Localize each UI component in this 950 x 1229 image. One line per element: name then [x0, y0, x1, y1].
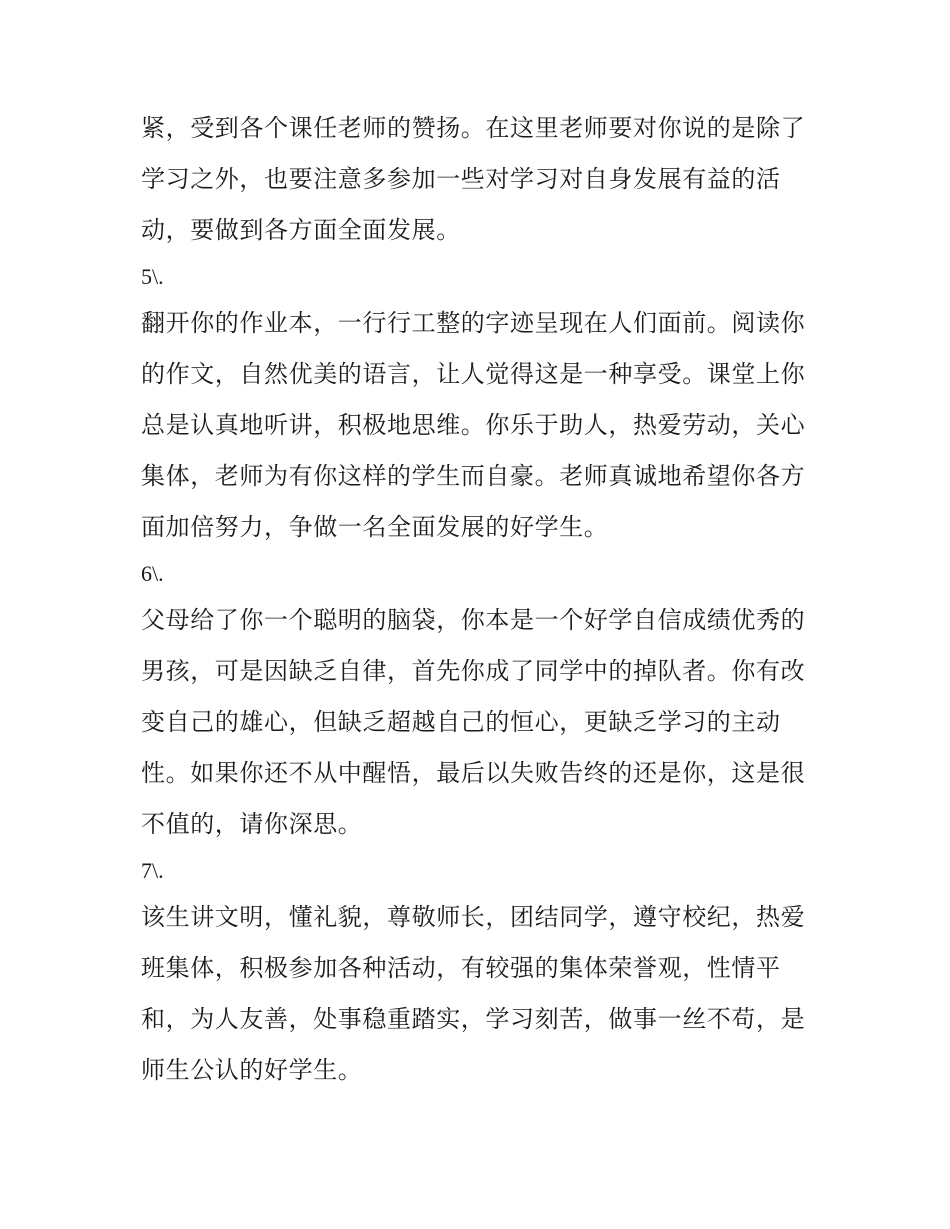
- paragraph-line: 动，要做到各方面全面发展。: [141, 216, 461, 244]
- paragraph-line: 性。如果你还不从中醒悟，最后以失败告终的还是你，这是很: [141, 759, 806, 787]
- paragraph-line: 翻开你的作业本，一行行工整的字迹呈现在人们面前。阅读你: [141, 309, 806, 337]
- paragraph-line: 和，为人友善，处事稳重踏实，学习刻苦，做事一丝不苟，是: [141, 1005, 806, 1033]
- item-number-6: 6\.: [141, 561, 164, 586]
- item-number-7: 7\.: [141, 858, 164, 883]
- paragraph-line: 学习之外，也要注意多参加一些对学习对自身发展有益的活: [141, 165, 781, 193]
- paragraph-line: 班集体，积极参加各种活动，有较强的集体荣誉观，性情平: [141, 954, 781, 982]
- item-number-5: 5\.: [141, 264, 164, 289]
- paragraph-line: 面加倍努力，争做一名全面发展的好学生。: [141, 513, 609, 541]
- paragraph-line: 的作文，自然优美的语言，让人觉得这是一种享受。课堂上你: [141, 360, 806, 388]
- document-body: [141, 103, 821, 1096]
- paragraph-line: 该生讲文明，懂礼貌，尊敬师长，团结同学，遵守校纪，热爱: [141, 903, 806, 931]
- paragraph-line: 父母给了你一个聪明的脑袋，你本是一个好学自信成绩优秀的: [141, 606, 806, 634]
- paragraph-line: 总是认真地听讲，积极地思维。你乐于助人，热爱劳动，关心: [141, 411, 806, 439]
- paragraph-line: 紧，受到各个课任老师的赞扬。在这里老师要对你说的是除了: [141, 114, 806, 142]
- paragraph-line: 师生公认的好学生。: [141, 1056, 363, 1084]
- paragraph-line: 变自己的雄心，但缺乏超越自己的恒心，更缺乏学习的主动: [141, 708, 781, 736]
- paragraph-line: 集体，老师为有你这样的学生而自豪。老师真诚地希望你各方: [141, 462, 806, 490]
- paragraph-line: 男孩，可是因缺乏自律，首先你成了同学中的掉队者。你有改: [141, 657, 806, 685]
- paragraph-line: 不值的，请你深思。: [141, 810, 363, 838]
